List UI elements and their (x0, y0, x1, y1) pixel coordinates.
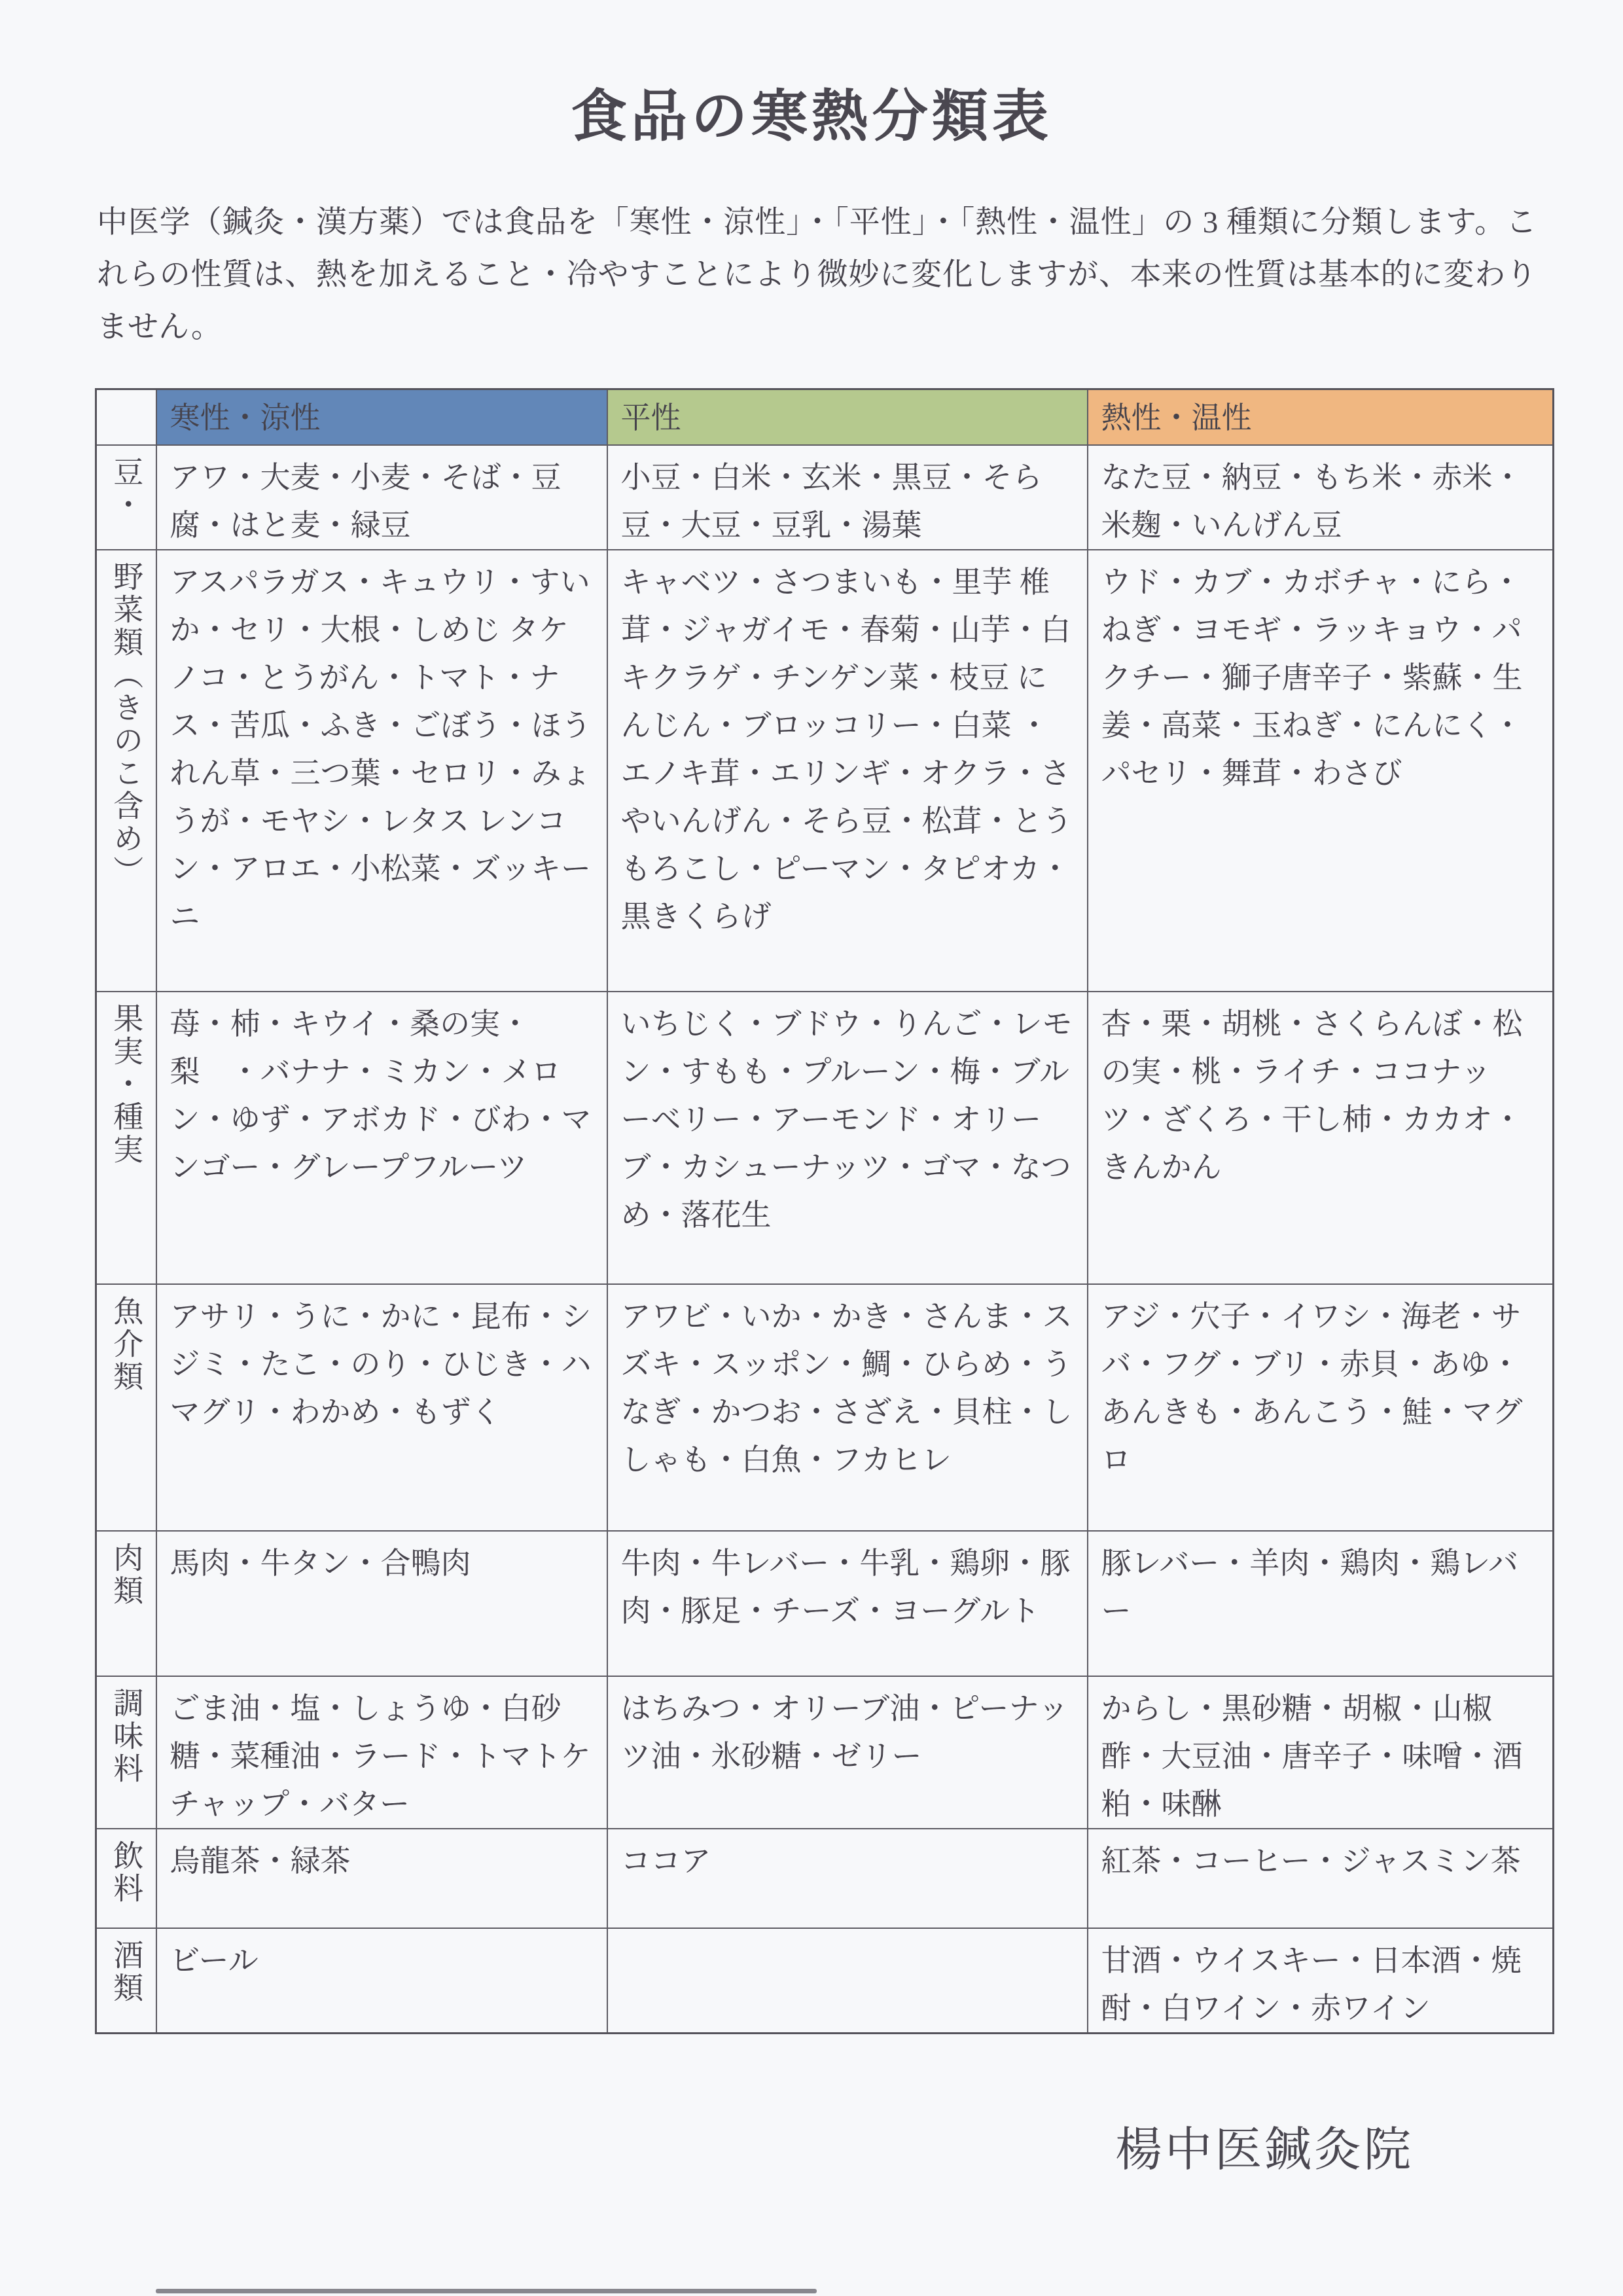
cell-seafood-hot: アジ・穴子・イワシ・海老・サバ・フグ・ブリ・赤貝・あゆ・あんきも・あんこう・鮭・マグロ (1088, 1284, 1554, 1531)
cell-alcohol-cold: ビール (156, 1928, 607, 2034)
corner-cell (96, 389, 156, 446)
cell-meat-neutral: 牛肉・牛レバー・牛乳・鶏卵・豚肉・豚足・チーズ・ヨーグルト (607, 1531, 1088, 1676)
table-row (96, 992, 1554, 1284)
row-label-beans: 豆・ (96, 445, 156, 550)
row-label-meat: 肉類 (96, 1531, 156, 1676)
cell-beans-neutral: 小豆・白米・玄米・黒豆・そら豆・大豆・豆乳・湯葉 (607, 445, 1088, 550)
row-label-drinks: 飲料 (96, 1829, 156, 1928)
cell-seasonings-hot: からし・黒砂糖・胡椒・山椒 酢・大豆油・唐辛子・味噌・酒粕・味醂 (1088, 1676, 1554, 1829)
table-row (96, 1284, 1554, 1531)
cell-meat-hot: 豚レバー・羊肉・鶏肉・鶏レバー (1088, 1531, 1554, 1676)
cell-alcohol-neutral (607, 1928, 1088, 2034)
table-row (96, 550, 1554, 992)
row-label-alcohol: 酒類 (96, 1928, 156, 2034)
cell-vegetables-neutral: キャベツ・さつまいも・里芋 椎茸・ジャガイモ・春菊・山芋・白キクラゲ・チンゲン菜・枝豆 にんじん・ブロッコリー・白菜 ・エノキ茸・エリンギ・オクラ・さやいんげん・そら豆・松茸・とうもろこし・ピーマン・タピオカ・黒きくらげ (607, 550, 1088, 992)
table-row (96, 445, 1554, 550)
row-label-fruits-seeds: 果実・種実 (96, 992, 156, 1284)
cell-fruits-cold: 苺・柿・キウイ・桑の実・梨 ・バナナ・ミカン・メロン・ゆず・アボカド・びわ・マンゴー・グレープフルーツ (156, 992, 607, 1284)
page-title: 食品の寒熱分類表 (571, 85, 1052, 148)
footer-clinic-name: 楊中医鍼灸院 (1115, 2124, 1414, 2176)
food-classification-table (95, 388, 1554, 2034)
row-label-seasonings: 調味料 (96, 1676, 156, 1829)
cell-seafood-neutral: アワビ・いか・かき・さんま・スズキ・スッポン・鯛・ひらめ・うなぎ・かつお・さざえ・貝柱・ししゃも・白魚・フカヒレ (607, 1284, 1088, 1531)
cell-seasonings-neutral: はちみつ・オリーブ油・ピーナッツ油・氷砂糖・ゼリー (607, 1676, 1088, 1829)
table-row (96, 1676, 1554, 1829)
table-header-row (96, 389, 1554, 446)
cell-seasonings-cold: ごま油・塩・しょうゆ・白砂糖・菜種油・ラード・トマトケチャップ・バター (156, 1676, 607, 1829)
cell-seafood-cold: アサリ・うに・かに・昆布・シジミ・たこ・のり・ひじき・ハマグリ・わかめ・もずく (156, 1284, 607, 1531)
cell-drinks-hot: 紅茶・コーヒー・ジャスミン茶 (1088, 1829, 1554, 1928)
scan-artifact-line (156, 2289, 817, 2293)
column-header-hot: 熱性・温性 (1088, 389, 1554, 446)
cell-fruits-hot: 杏・栗・胡桃・さくらんぼ・松の実・桃・ライチ・ココナッツ・ざくろ・干し柿・カカオ・きんかん (1088, 992, 1554, 1284)
cell-drinks-neutral: ココア (607, 1829, 1088, 1928)
table-row (96, 1829, 1554, 1928)
table-row (96, 1531, 1554, 1676)
cell-drinks-cold: 烏龍茶・緑茶 (156, 1829, 607, 1928)
cell-vegetables-cold: アスパラガス・キュウリ・すいか・セリ・大根・しめじ タケノコ・とうがん・トマト・ナス・苦瓜・ふき・ごぼう・ほうれん草・三つ葉・セロリ・みょうが・モヤシ・レタス レンコン・アロエ・小松菜・ズッキーニ (156, 550, 607, 992)
table-row (96, 1928, 1554, 2034)
column-header-cold: 寒性・涼性 (156, 389, 607, 446)
cell-vegetables-hot: ウド・カブ・カボチャ・にら・ねぎ・ヨモギ・ラッキョウ・パクチー・獅子唐辛子・紫蘇・生姜・高菜・玉ねぎ・にんにく・パセリ・舞茸・わさび (1088, 550, 1554, 992)
cell-alcohol-hot: 甘酒・ウイスキー・日本酒・焼酎・白ワイン・赤ワイン (1088, 1928, 1554, 2034)
cell-fruits-neutral: いちじく・ブドウ・りんご・レモン・すもも・プルーン・梅・ブルーベリー・アーモンド・オリーブ・カシューナッツ・ゴマ・なつめ・落花生 (607, 992, 1088, 1284)
cell-beans-cold: アワ・大麦・小麦・そば・豆腐・はと麦・緑豆 (156, 445, 607, 550)
intro-paragraph: 中医学（鍼灸・漢方薬）では食品を「寒性・涼性」・「平性」・「熱性・温性」の 3 種類に分類します。これらの性質は、熱を加えること・冷やすことにより微妙に変化しますが、本来の性質は基本的に変わりません。 (97, 206, 1537, 344)
cell-meat-cold: 馬肉・牛タン・合鴨肉 (156, 1531, 607, 1676)
row-label-vegetables: 野菜類（きのこ含め） (96, 550, 156, 992)
cell-beans-hot: なた豆・納豆・もち米・赤米・米麹・いんげん豆 (1088, 445, 1554, 550)
row-label-seafood: 魚介類 (96, 1284, 156, 1531)
column-header-neutral: 平性 (607, 389, 1088, 446)
